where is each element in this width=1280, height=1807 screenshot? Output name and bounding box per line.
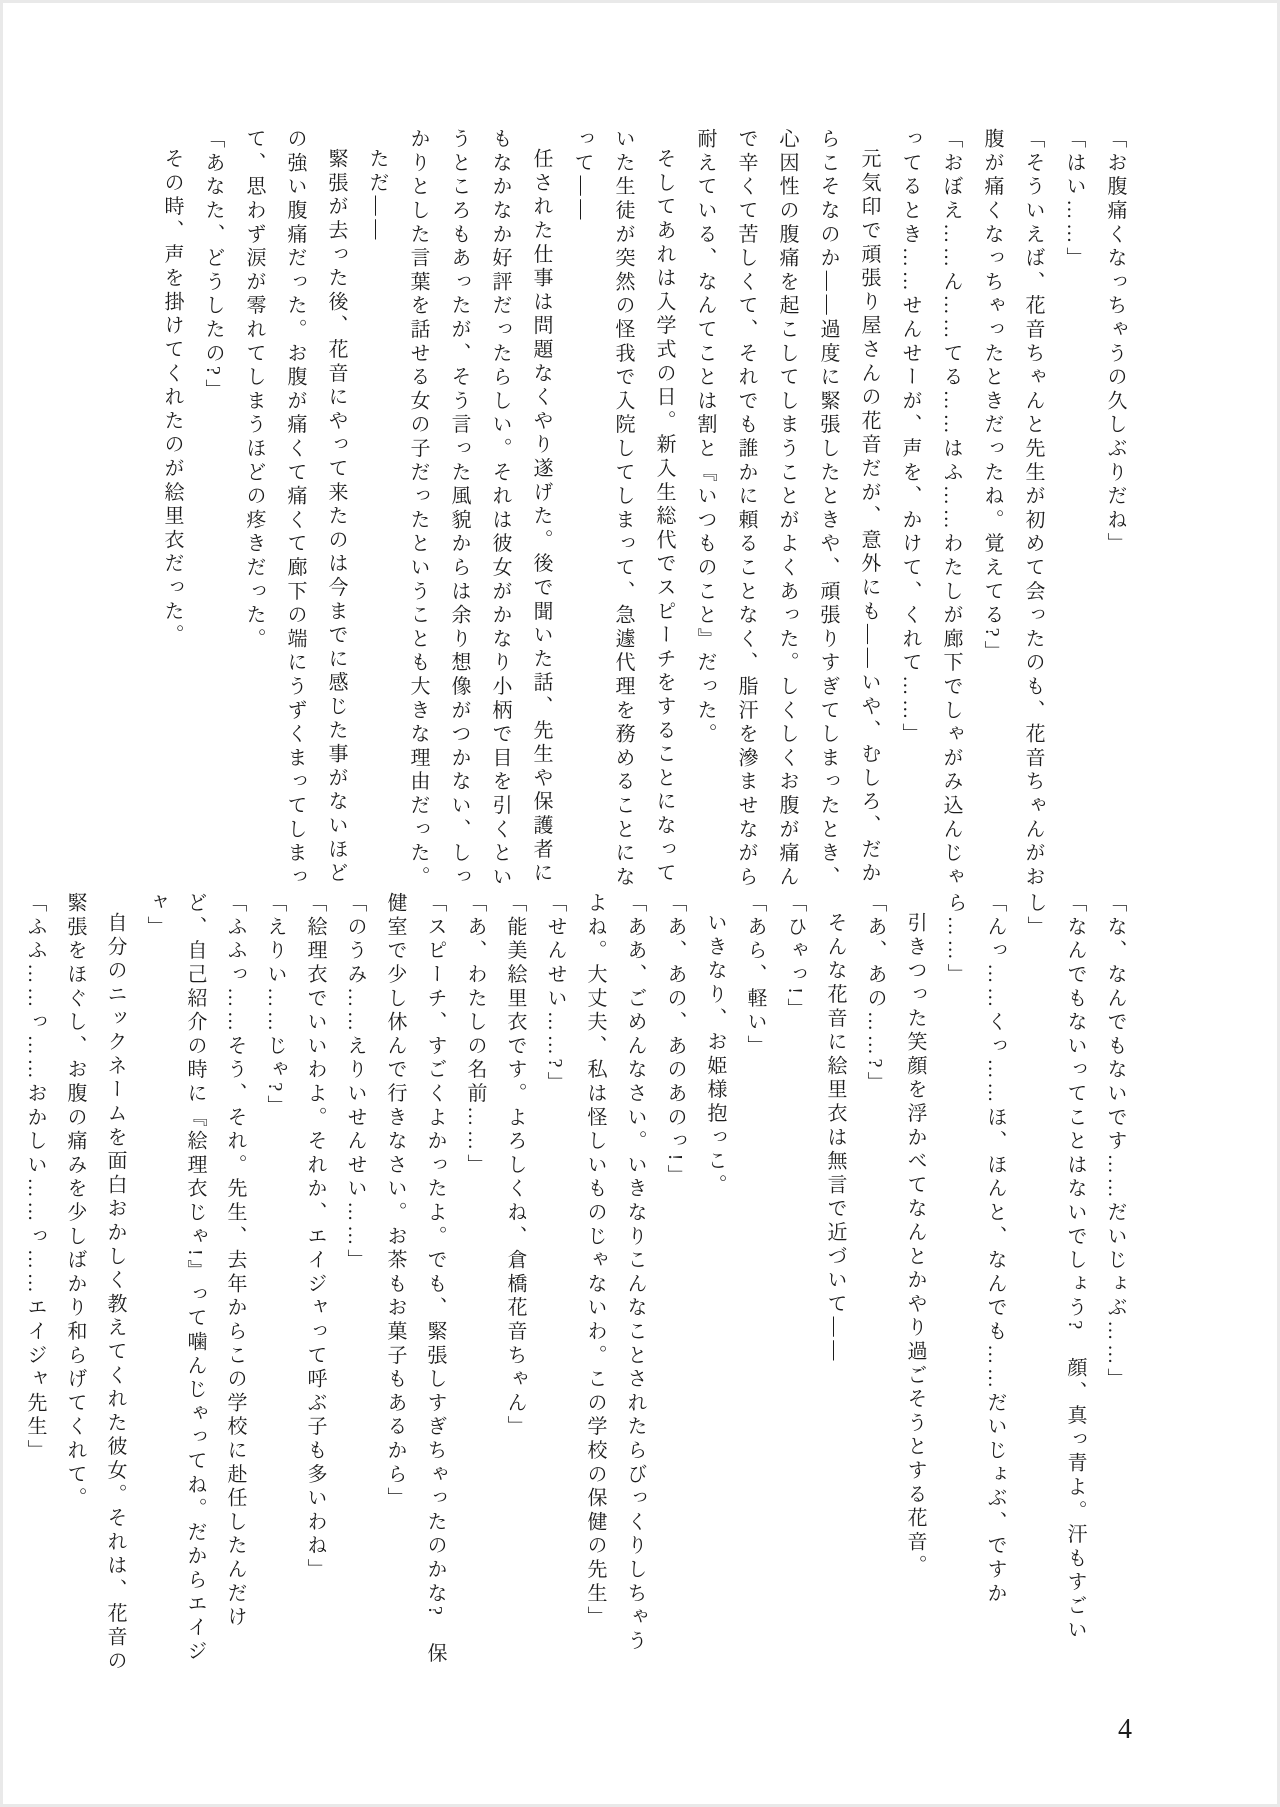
paragraph-narrative: そんな花音に絵里衣は無言で近づいて―― [824,912,846,1365]
paragraph-narrative: 緊張が去った後、花音にやって来たのは今までに感じた事がないほどの強い腹痛だった。お腹が痛くて痛くて廊下の端にうずくまってしまって、思わず涙が零れてしまうほどの疼きだった。 [243,128,347,890]
paragraph-narrative: いきなり、お姫様抱っこ。 [704,912,726,1198]
paragraph-dialogue: 「なんでもないってことはないでしょう? 顔、真っ青よ。汗もすごいし」 [1024,892,1086,1643]
paragraph-dialogue: 「ひゃっ!」 [784,892,806,1022]
paragraph-dialogue: 「のうみ……えりいせんせい……」 [344,892,366,1273]
paragraph-dialogue: 「あ、あの……?」 [864,892,886,1096]
paragraph-dialogue: 「スピーチ、すごくよかったよ。でも、緊張しすぎちゃったのかな? 保健室で少し休んで行きなさい。お茶もお菓子もあるから」 [384,892,446,1667]
paragraph-dialogue: 「えりい……じゃ?」 [264,892,286,1119]
paragraph-dialogue: 「ああ、ごめんなさい。いきなりこんなことされたらびっくりしちゃうよね。大丈夫、私は怪しいものじゃないわ。この学校の保健の先生」 [584,892,646,1654]
text-block-top [65,128,1135,890]
paragraph-dialogue: 「あら、軽い」 [744,892,766,1059]
paragraph-narrative: 元気印で頑張り屋さんの花音だが、意外にも――いや、むしろ、だからこそなのか――過度に緊張したときや、頑張りすぎてしまったとき、心因性の腹痛を起こしてしまうことがよくあった。しくしくお腹が痛んで辛くて苦しくて、それでも誰かに頼ることなく、脂汗を滲ませながら耐えている、なんてことは割と『いつものこと』だった。 [694,128,880,890]
paragraph-dialogue: 「おぼえ……ん……てる……はふ……わたしが廊下でしゃがみ込んじゃってるとき……せんせーが、声を、かけて、くれて……」 [899,128,962,890]
paragraph-dialogue: 「せんせい……?」 [544,892,566,1096]
paragraph-dialogue: 「ふふっ……そう、それ。先生、去年からこの学校に赴任したんだけど、自己紹介の時に『絵理衣じゃ!』って噛んじゃってね。だからエイジャ」 [144,892,246,1665]
paragraph-dialogue: 「はい……」 [1063,128,1085,271]
paragraph-dialogue: 「そういえば、花音ちゃんと先生が初めて会ったのも、花音ちゃんがお腹が痛くなっちゃったときだったね。覚えてる?」 [981,128,1044,890]
paragraph-narrative: その時、声を掛けてくれたのが絵里衣だった。 [161,148,183,648]
paragraph-dialogue: 「能美絵里衣です。よろしくね、倉橋花音ちゃん」 [504,892,526,1440]
paragraph-dialogue: 「ふふ……っ……おかしい……っ……エイジャ先生」 [24,892,46,1464]
paragraph-dialogue: 「んっ……くっ……ほ、ほんと、なんでも……だいじょぶ、ですから……」 [944,892,1006,1606]
paragraph-dialogue: 「あ、わたしの名前……」 [464,892,486,1178]
paragraph-narrative: 自分のニックネームを面白おかしく教えてくれた彼女。それは、花音の緊張をほぐし、お腹の痛みを少しばかり和らげてくれて。 [64,892,126,1674]
paragraph-dialogue: 「な、なんでもないです……だいじょぶ……」 [1104,892,1126,1392]
text-block-bottom [24,892,1135,1677]
paragraph-dialogue: 「絵理衣でいいわよ。それか、エイジャって呼ぶ子も多いわね」 [304,892,326,1583]
paragraph-narrative: そしてあれは入学式の日。新入生総代でスピーチをすることになっていた生徒が突然の怪我で入院してしまって、急遽代理を務めることになって―― [571,128,675,890]
paragraph-narrative: 引きつった笑顔を浮かべてなんとかやり過ごそうとする花音。 [904,912,926,1579]
paragraph-dialogue: 「あなた、どうしたの?」 [202,128,224,403]
paragraph-narrative: ただ―― [366,148,388,244]
paragraph-dialogue: 「あ、あの、あのあのっ!」 [664,892,686,1189]
paragraph-dialogue: 「お腹痛くなっちゃうの久しぶりだね」 [1104,128,1126,557]
paragraph-narrative: 任された仕事は問題なくやり遂げた。後で聞いた話、先生や保護者にもなかなか好評だったらしい。それは彼女がかなり小柄で目を引くというところもあったが、そう言った風貌からは余り想像がつかない、しっかりとした言葉を話せる女の子だったということも大きな理由だった。 [407,128,552,890]
page-number: 4 [1118,1714,1132,1745]
